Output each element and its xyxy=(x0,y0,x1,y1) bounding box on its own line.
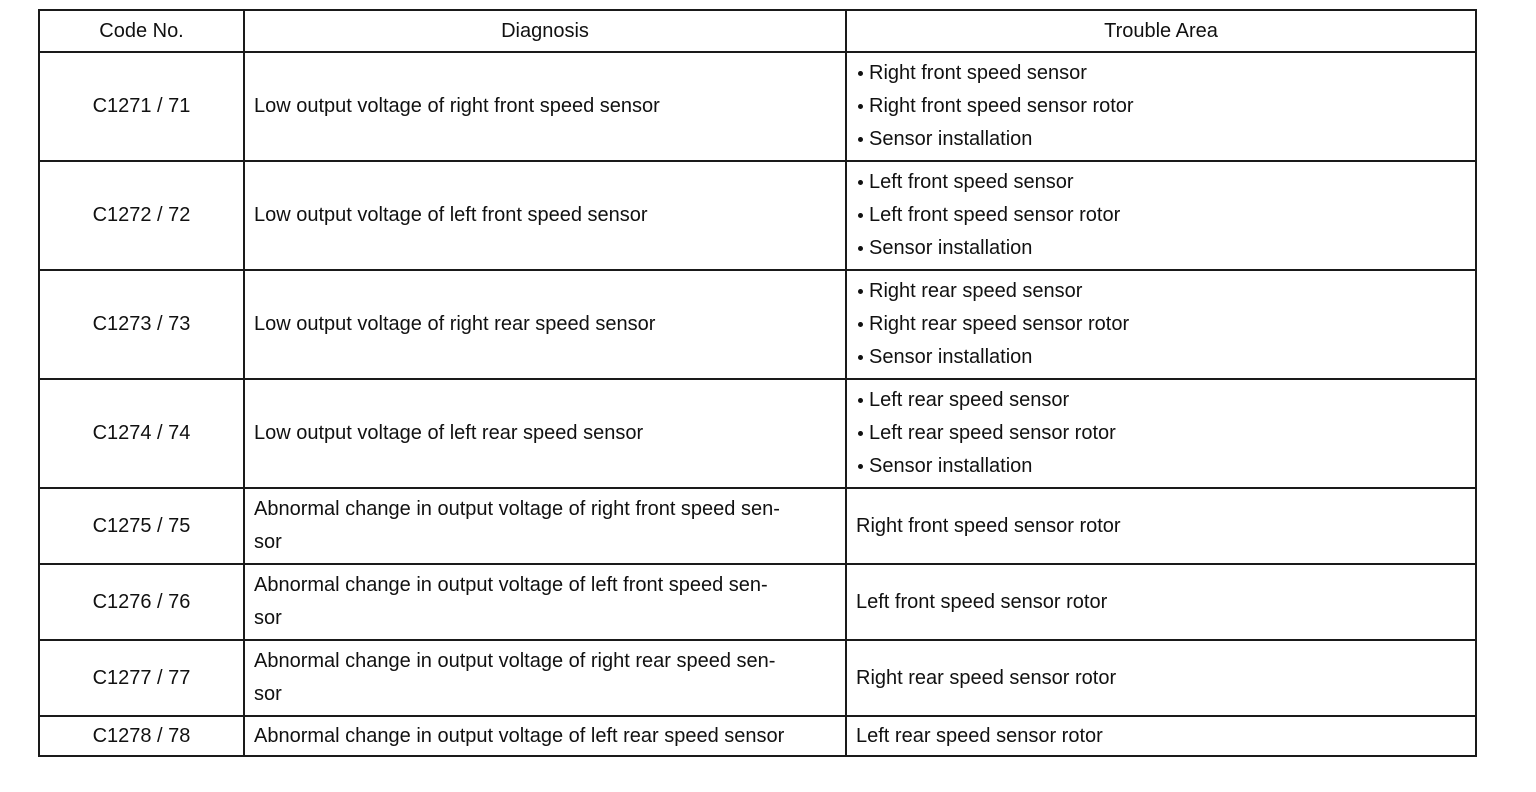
diagnosis-cell: Low output voltage of left front speed sensor xyxy=(244,161,846,270)
code-cell: C1271 / 71 xyxy=(39,52,244,161)
table-row xyxy=(39,640,1476,716)
trouble-area-item: Sensor installation xyxy=(856,232,1475,265)
trouble-area-item: Right front speed sensor xyxy=(856,57,1475,90)
table-row xyxy=(39,52,1476,161)
code-cell: C1275 / 75 xyxy=(39,488,244,564)
code-cell: C1276 / 76 xyxy=(39,564,244,640)
trouble-area-cell xyxy=(846,161,1476,270)
table-row xyxy=(39,488,1476,564)
table-header-row xyxy=(39,10,1476,52)
diagnosis-line: Abnormal change in output voltage of right rear speed sen- xyxy=(254,650,776,672)
code-cell: C1277 / 77 xyxy=(39,640,244,716)
trouble-area-item: Left rear speed sensor xyxy=(856,384,1475,417)
diagnosis-cell xyxy=(244,488,846,564)
trouble-area-item: Right rear speed sensor rotor xyxy=(856,308,1475,341)
diagnosis-cell: Low output voltage of left rear speed sensor xyxy=(244,379,846,488)
trouble-area-item: Left front speed sensor xyxy=(856,166,1475,199)
code-cell: C1273 / 73 xyxy=(39,270,244,379)
header-code-no: Code No. xyxy=(39,10,244,52)
trouble-area-list xyxy=(856,57,1475,156)
diagnosis-line: sor xyxy=(254,607,282,629)
trouble-area-item: Left front speed sensor rotor xyxy=(856,199,1475,232)
trouble-area-item: Right rear speed sensor xyxy=(856,275,1475,308)
trouble-area-cell: Left front speed sensor rotor xyxy=(846,564,1476,640)
trouble-area-list xyxy=(856,384,1475,483)
diagnosis-cell: Low output voltage of right front speed sensor xyxy=(244,52,846,161)
trouble-area-cell xyxy=(846,52,1476,161)
trouble-area-cell: Left rear speed sensor rotor xyxy=(846,716,1476,756)
trouble-area-cell xyxy=(846,379,1476,488)
diagnosis-cell xyxy=(244,640,846,716)
trouble-area-item: Left rear speed sensor rotor xyxy=(856,417,1475,450)
trouble-area-item: Sensor installation xyxy=(856,341,1475,374)
header-trouble-area: Trouble Area xyxy=(846,10,1476,52)
code-cell: C1274 / 74 xyxy=(39,379,244,488)
code-cell: C1272 / 72 xyxy=(39,161,244,270)
trouble-area-list xyxy=(856,166,1475,265)
diagnosis-cell: Low output voltage of right rear speed sensor xyxy=(244,270,846,379)
diagnosis-cell: Abnormal change in output voltage of left rear speed sensor xyxy=(244,716,846,756)
diagnosis-line: Abnormal change in output voltage of left front speed sen- xyxy=(254,574,768,596)
diagnostic-code-table xyxy=(38,9,1477,757)
trouble-area-item: Sensor installation xyxy=(856,450,1475,483)
trouble-area-cell xyxy=(846,270,1476,379)
diagnostic-code-table-container xyxy=(38,9,1475,757)
code-cell: C1278 / 78 xyxy=(39,716,244,756)
trouble-area-item: Right front speed sensor rotor xyxy=(856,90,1475,123)
table-row xyxy=(39,716,1476,756)
trouble-area-cell: Right rear speed sensor rotor xyxy=(846,640,1476,716)
table-row xyxy=(39,270,1476,379)
trouble-area-item: Sensor installation xyxy=(856,123,1475,156)
trouble-area-list xyxy=(856,275,1475,374)
table-row xyxy=(39,161,1476,270)
trouble-area-cell: Right front speed sensor rotor xyxy=(846,488,1476,564)
diagnosis-cell xyxy=(244,564,846,640)
diagnosis-line: Abnormal change in output voltage of right front speed sen- xyxy=(254,498,780,520)
header-diagnosis: Diagnosis xyxy=(244,10,846,52)
table-row xyxy=(39,379,1476,488)
table-row xyxy=(39,564,1476,640)
diagnosis-line: sor xyxy=(254,531,282,553)
diagnosis-line: sor xyxy=(254,683,282,705)
